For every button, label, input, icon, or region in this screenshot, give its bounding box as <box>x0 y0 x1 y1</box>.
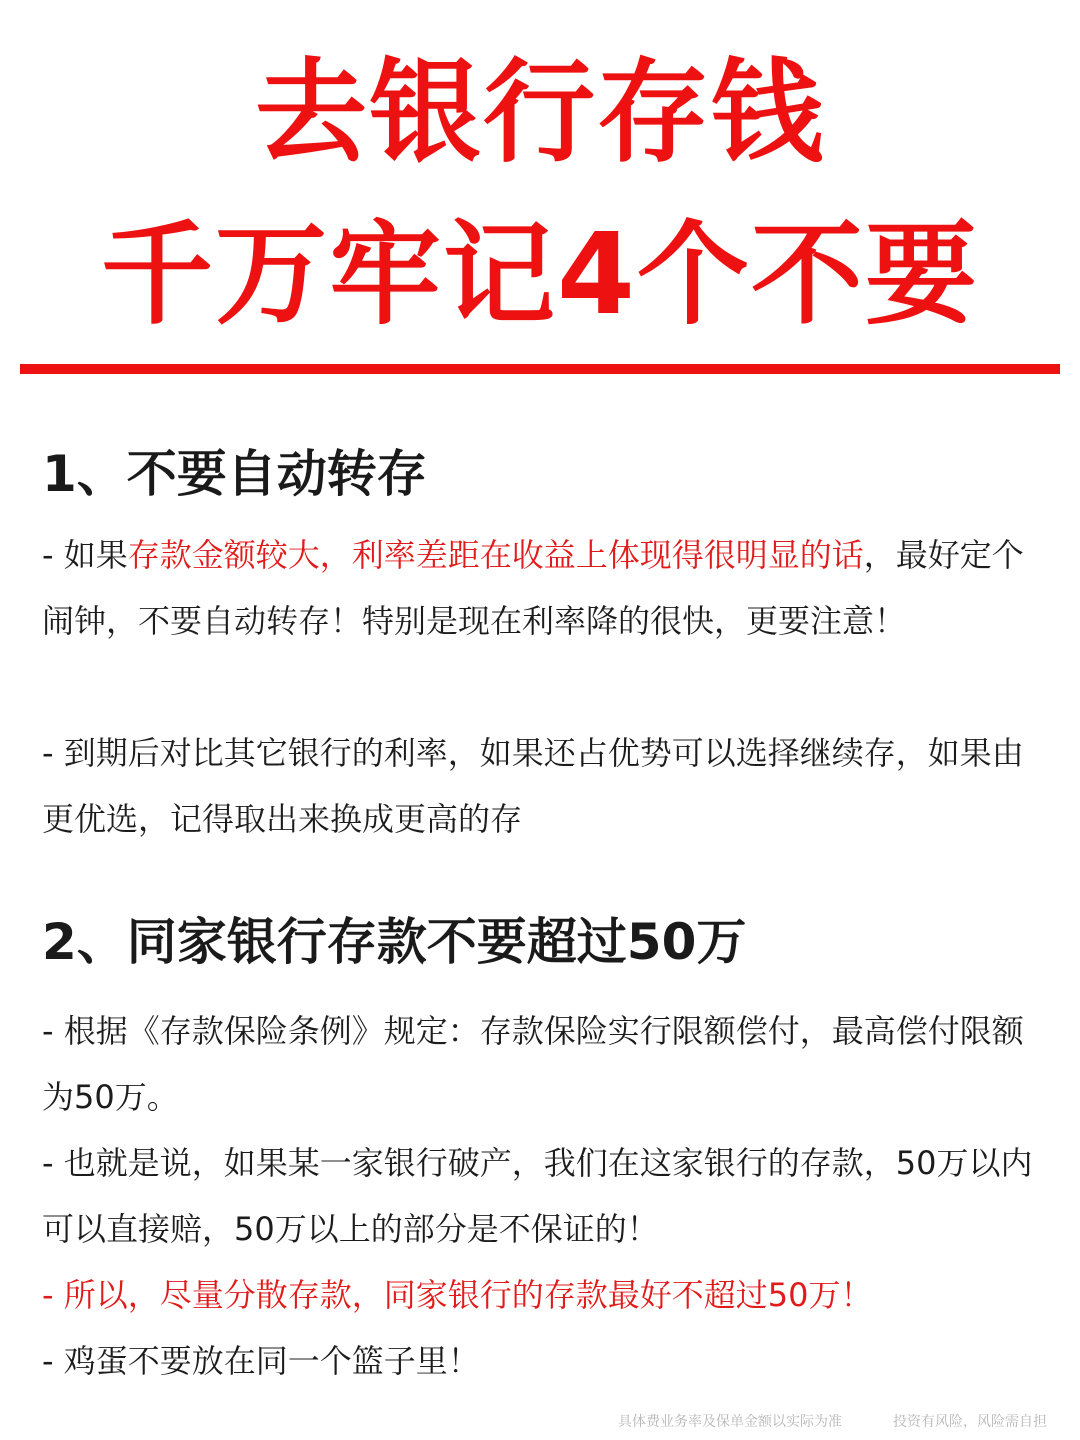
section-2-heading: 2、同家银行存款不要超过50万 <box>42 913 747 971</box>
section-2-paragraph-2: - 也就是说，如果某一家银行破产，我们在这家银行的存款，50万以内可以直接赔，50万以上的部分是不保证的！ <box>42 1144 1033 1248</box>
section-1-paragraph-1-suffix: ，最好定个闹钟，不要自动转存！特别是现在利率降的很快，更要注意！ <box>42 536 1024 640</box>
footer-disclaimer-left: 具体费业务率及保单金额以实际为准 <box>618 1414 842 1430</box>
section-1-paragraph-2: - 到期后对比其它银行的利率，如果还占优势可以选择继续存，如果由更优选，记得取出来换成更高的存 <box>42 734 1024 838</box>
title-divider <box>20 364 1060 374</box>
section-1-paragraph-1-prefix: - 如果 <box>42 536 128 574</box>
main-title-line-1: 去银行存钱 <box>255 48 825 178</box>
section-1-paragraph-1 <box>42 522 1052 654</box>
section-2-highlight-paragraph: - 所以，尽量分散存款，同家银行的存款最好不超过50万！ <box>42 1276 873 1314</box>
section-1-highlight-text: 存款金额较大，利率差距在收益上体现得很明显的话 <box>127 536 864 574</box>
section-1-heading: 1、不要自动转存 <box>42 445 427 503</box>
footer-disclaimer-right: 投资有风险，风险需自担 <box>893 1414 1047 1430</box>
section-2-paragraph-1: - 根据《存款保险条例》规定：存款保险实行限额偿付，最高偿付限额为50万。 <box>42 1012 1024 1116</box>
section-2-paragraph-4: - 鸡蛋不要放在同一个篮子里！ <box>42 1342 480 1380</box>
main-title-line-2: 千万牢记4个不要 <box>101 210 979 340</box>
